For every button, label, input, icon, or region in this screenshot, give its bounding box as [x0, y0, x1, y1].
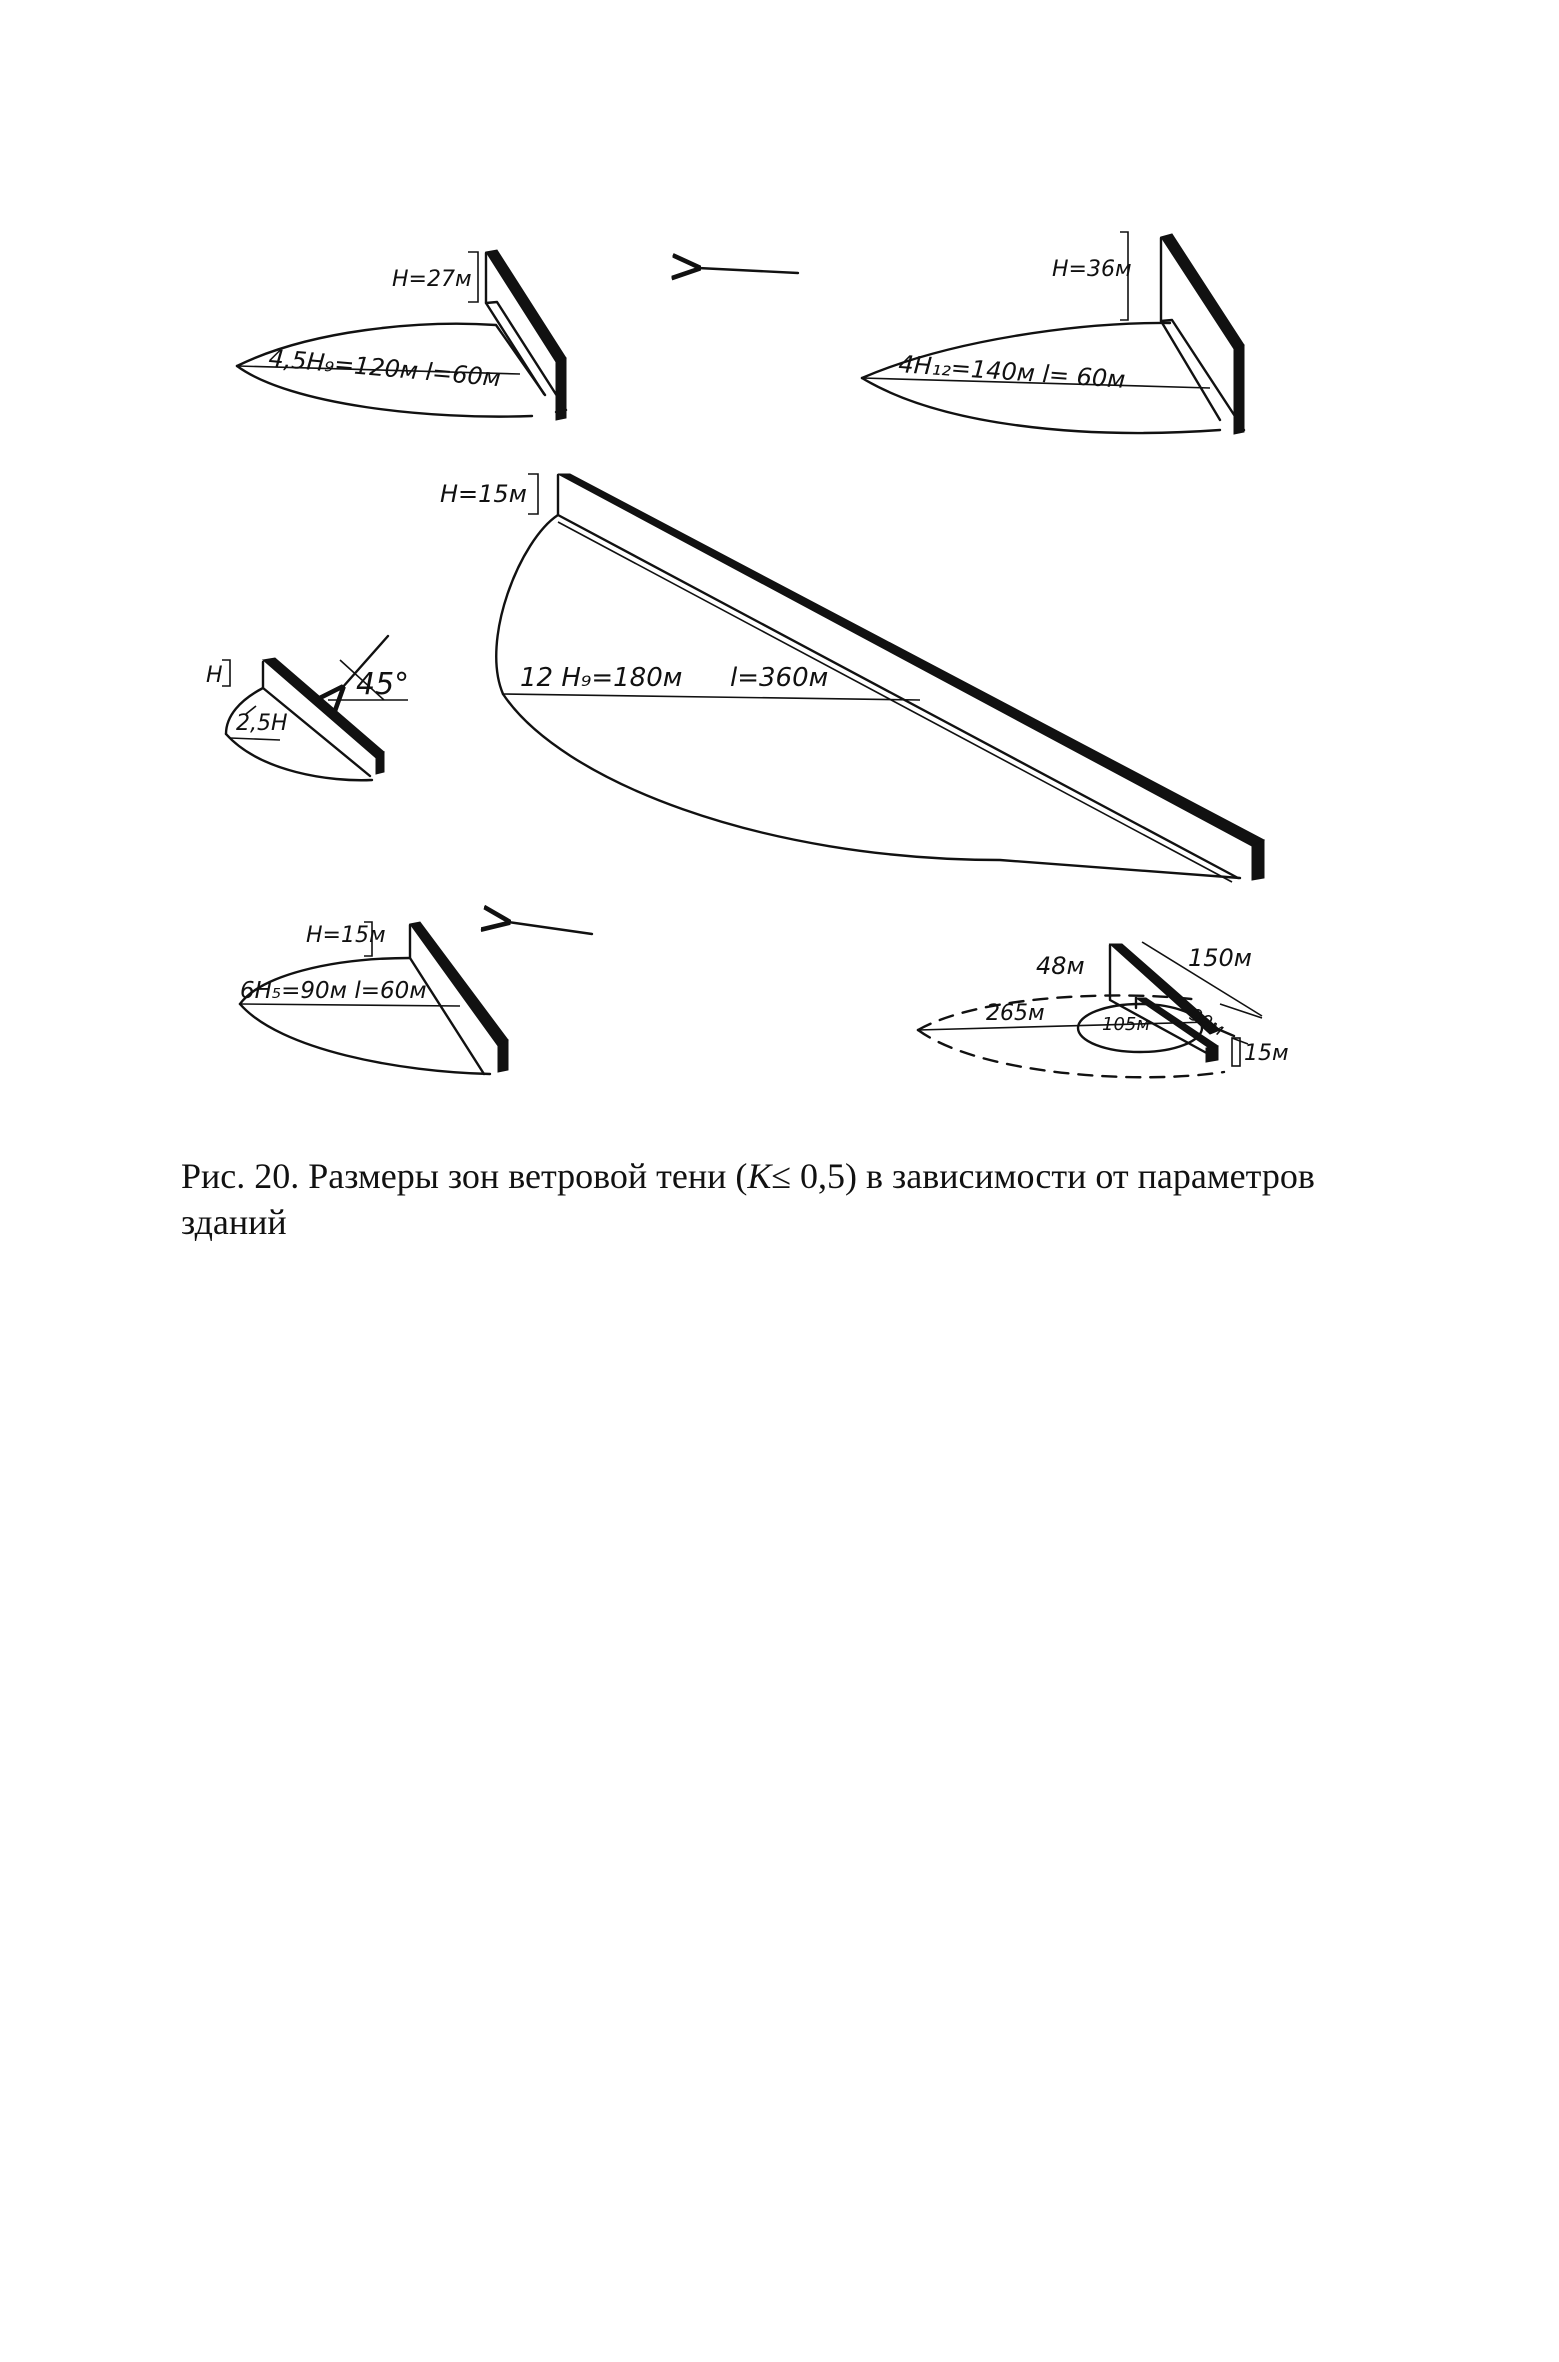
caption-k: К [747, 1156, 772, 1196]
length-label: 6H₅=90м l=60м [240, 978, 427, 1004]
outer-length-label: 265м [986, 1001, 1045, 1026]
panel-left-small [206, 636, 409, 780]
wind-shadow-figure [0, 0, 1559, 1120]
arrow-left-icon [508, 922, 592, 934]
panel-bottom-left [240, 922, 508, 1074]
low-height-label: 15м [1244, 1041, 1289, 1066]
length-label: 4H₁₂=140м l= 60м [897, 350, 1127, 394]
height-label: H=15м [440, 480, 527, 508]
length-label: 2,5H [236, 711, 288, 736]
caption-suffix: ≤ 0,5) в зависимости от параметров зданий [181, 1156, 1315, 1242]
height-label: H=15м [306, 923, 386, 948]
height-label: H=27м [392, 267, 472, 292]
arrow-left-icon [698, 268, 798, 273]
height-label: 48м [1036, 952, 1085, 980]
panel-top-left [237, 250, 566, 420]
length-label: 4,5H₉=120м l=60м [267, 344, 502, 393]
length-label: 12 H₉=180м [520, 663, 683, 693]
panel-top-right [862, 232, 1244, 434]
figure-caption [181, 1153, 1341, 1245]
caption-prefix: Рис. 20. Размеры зон ветровой тени ( [181, 1156, 748, 1196]
long-wall-label: 150м [1188, 944, 1252, 972]
short-wall-label: 90м [1185, 1004, 1228, 1041]
panel-center [440, 474, 1264, 882]
angle-label: 45° [356, 667, 410, 702]
wall-length-label: l=360м [730, 663, 829, 693]
inner-length-label: 105м [1102, 1014, 1150, 1035]
height-label: H=36м [1052, 257, 1132, 282]
height-label: H [206, 663, 223, 688]
panel-bottom-right [918, 942, 1289, 1077]
